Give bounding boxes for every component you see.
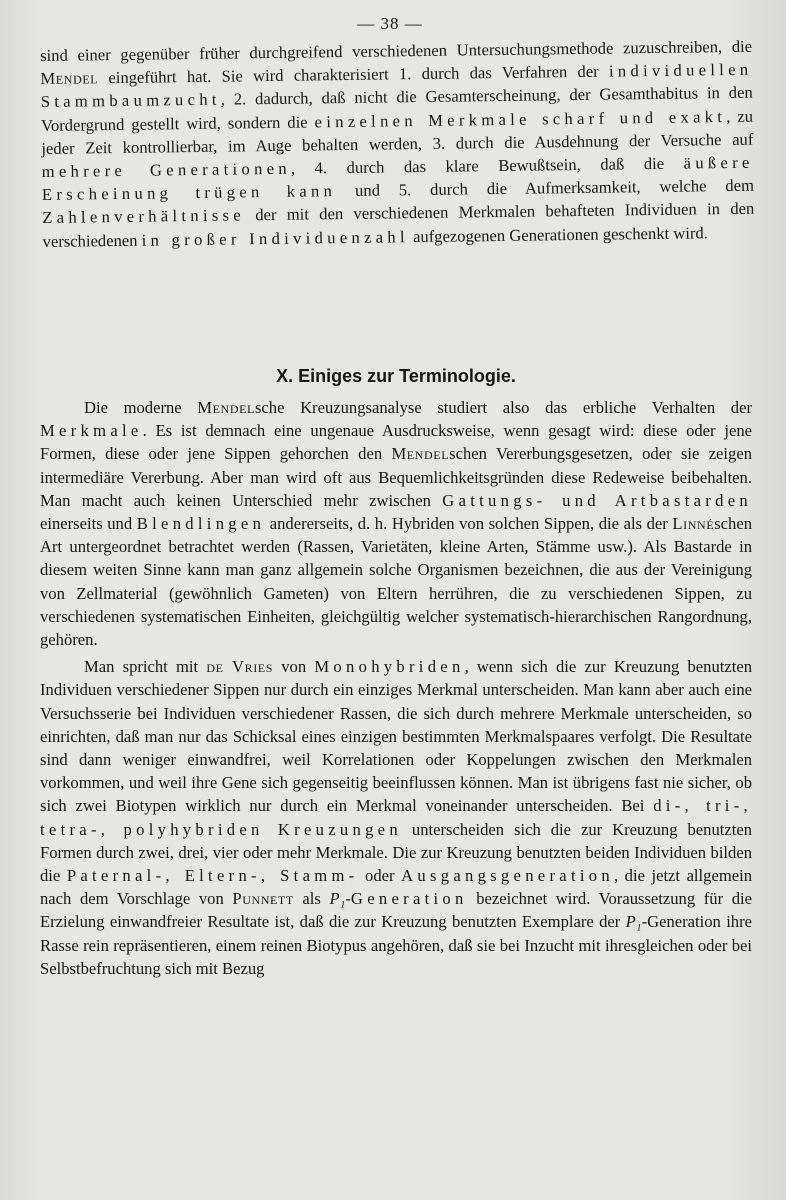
author-name: Mendel xyxy=(391,444,450,464)
generation-symbol: P₁- xyxy=(329,889,351,909)
emphasized-term: in großer Individuenzahl xyxy=(141,226,409,250)
generation-symbol: P₁ xyxy=(625,912,642,932)
paragraph-terminology: Die moderne Mendelsche Kreuzungsanalyse studiert also das erbliche Verhalten der Merkmale. Es ist demnach eine ungenaue Ausdrucksweise, wenn gesagt wird: diese oder jene Formen, diese oder jene Sippen gehorchen den Mendelschen Vererbungsgesetzen, oder sie zeigen intermediäre Vererbung. Aber man wird oft aus Bequemlichkeitsgründen diese Redeweise beibehalten. Man macht auch keinen Unterschied mehr zwischen Gattungs- und Artbastarden einerseits und Blendlingen andererseits, d. h. Hybriden von solchen Sippen, die als der Linnéschen Art untergeordnet betrachtet werden (Rassen, Varietäten, kleine Arten, Stämme usw.). Als Bastarde in diesem weiten Sinne kann man ganz allgemein solche Organismen bezeichnen, die aus der Vereinigung von Zellmaterial (gewöhnlich Gameten) von Eltern herrühren, die zu verschiedenen Sippen, zu verschiedenen systematischen Einheiten, gleichgültig welcher systematisch-hierarchischen Rangordnung, gehören. xyxy=(40,398,752,650)
emphasized-term: Zahlenverhältnisse xyxy=(42,205,246,228)
text-section-main xyxy=(40,396,752,980)
author-name: Mendel xyxy=(40,68,99,89)
author-name: Mendel xyxy=(197,398,255,417)
paragraph-hybrids: Man spricht mit de Vries von Monohybriden, wenn sich die zur Kreuzung benutzten Individuen verschiedener Sippen nur durch ein einziges Merkmal unterscheiden. Man kann aber auch eine Versuchsserie bei Individuen verschiedener Rassen, die sich durch mehrere Merkmale unterscheiden, so einrichten, daß man nur das Schicksal eines einzigen bestimmten Merkmalspaares verfolgt. Die Resultate sind dann weniger einwandfrei, weil Korrelationen oder Koppelungen zwischen den Merkmalen vorkommen, und weil ihre Gene sich gegenseitig beeinflussen können. Man ist übrigens fast nie sicher, ob sich zwei Biotypen wirklich nur durch ein Merkmal voneinander unterscheiden. Bei di-, tri-, tetra-, polyhybriden Kreuzungen unterscheiden sich die zur Kreuzung benutzten Formen durch zwei, drei, vier oder mehr Merkmale. Die zur Kreuzung benutzten beiden Individuen bilden die Paternal-, Eltern-, Stamm- oder Ausgangsgeneration, die jetzt allgemein nach dem Vorschlage von Punnett als P₁-Generation bezeichnet wird. Voraussetzung für die Erzielung einwandfreier Resultate ist, daß die zur Kreuzung benutzten Exemplare der P₁-Generation ihre Rasse rein repräsentieren, einem reinen Biotypus angehören, daß sie bei Inzucht mit ihresgleichen oder bei Selbstbefruchtung sich mit Bezug xyxy=(40,657,753,978)
emphasized-term: Paternal-, Eltern-, Stamm- xyxy=(66,866,359,886)
text-section-top xyxy=(40,35,755,253)
author-name: Punnett xyxy=(232,889,294,909)
author-name: Linné xyxy=(672,514,715,534)
emphasized-term: einzelnen Merkmale scharf und exakt xyxy=(314,106,727,132)
emphasized-term: Merkmale xyxy=(40,421,143,441)
emphasized-term: Blendlingen xyxy=(136,514,266,534)
emphasized-term: Generation xyxy=(350,889,468,909)
emphasized-term: individuellen Stammbaumzucht xyxy=(40,59,753,112)
paragraph-methodology: sind einer gegenüber früher durchgreifend verschiedenen Untersuchungsmethode zuzuschreiben, die Mendel eingeführt hat. Sie wird charakterisiert 1. durch das Verfahren der individuellen Stammbaumzucht, 2. dadurch, daß nicht die Gesamterscheinung, der Gesamthabitus in den Vordergrund gestellt wird, sondern die einzelnen Merkmale scharf und exakt, zu jeder Zeit kontrollierbar, im Auge behalten werden, 3. durch die Ausdehnung der Versuche auf mehrere Generationen, 4. durch das klare Bewußtsein, daß die äußere Erscheinung trügen kann und 5. durch die Aufmerksamkeit, welche dem Zahlenverhältnisse der mit den verschiedenen Merkmalen behafteten Individuen in den verschiedenen in großer Individuenzahl aufgezogenen Generationen geschenkt wird. xyxy=(40,36,755,251)
section-heading: X. Einiges zur Terminologie. xyxy=(276,366,516,386)
page-number: — 38 — xyxy=(357,14,423,33)
emphasized-term: di-, tri-, tetra-, polyhybriden Kreuzungen xyxy=(40,796,752,839)
author-name: de Vries xyxy=(206,657,274,677)
emphasized-term: Monohybriden xyxy=(314,657,465,677)
emphasized-term: mehrere Generationen xyxy=(41,158,292,182)
emphasized-term: Ausgangsgeneration xyxy=(401,866,614,886)
emphasized-term: äußere Erscheinung trügen kann xyxy=(41,152,754,205)
emphasized-term: Gattungs- und Artbastarden xyxy=(442,490,752,510)
